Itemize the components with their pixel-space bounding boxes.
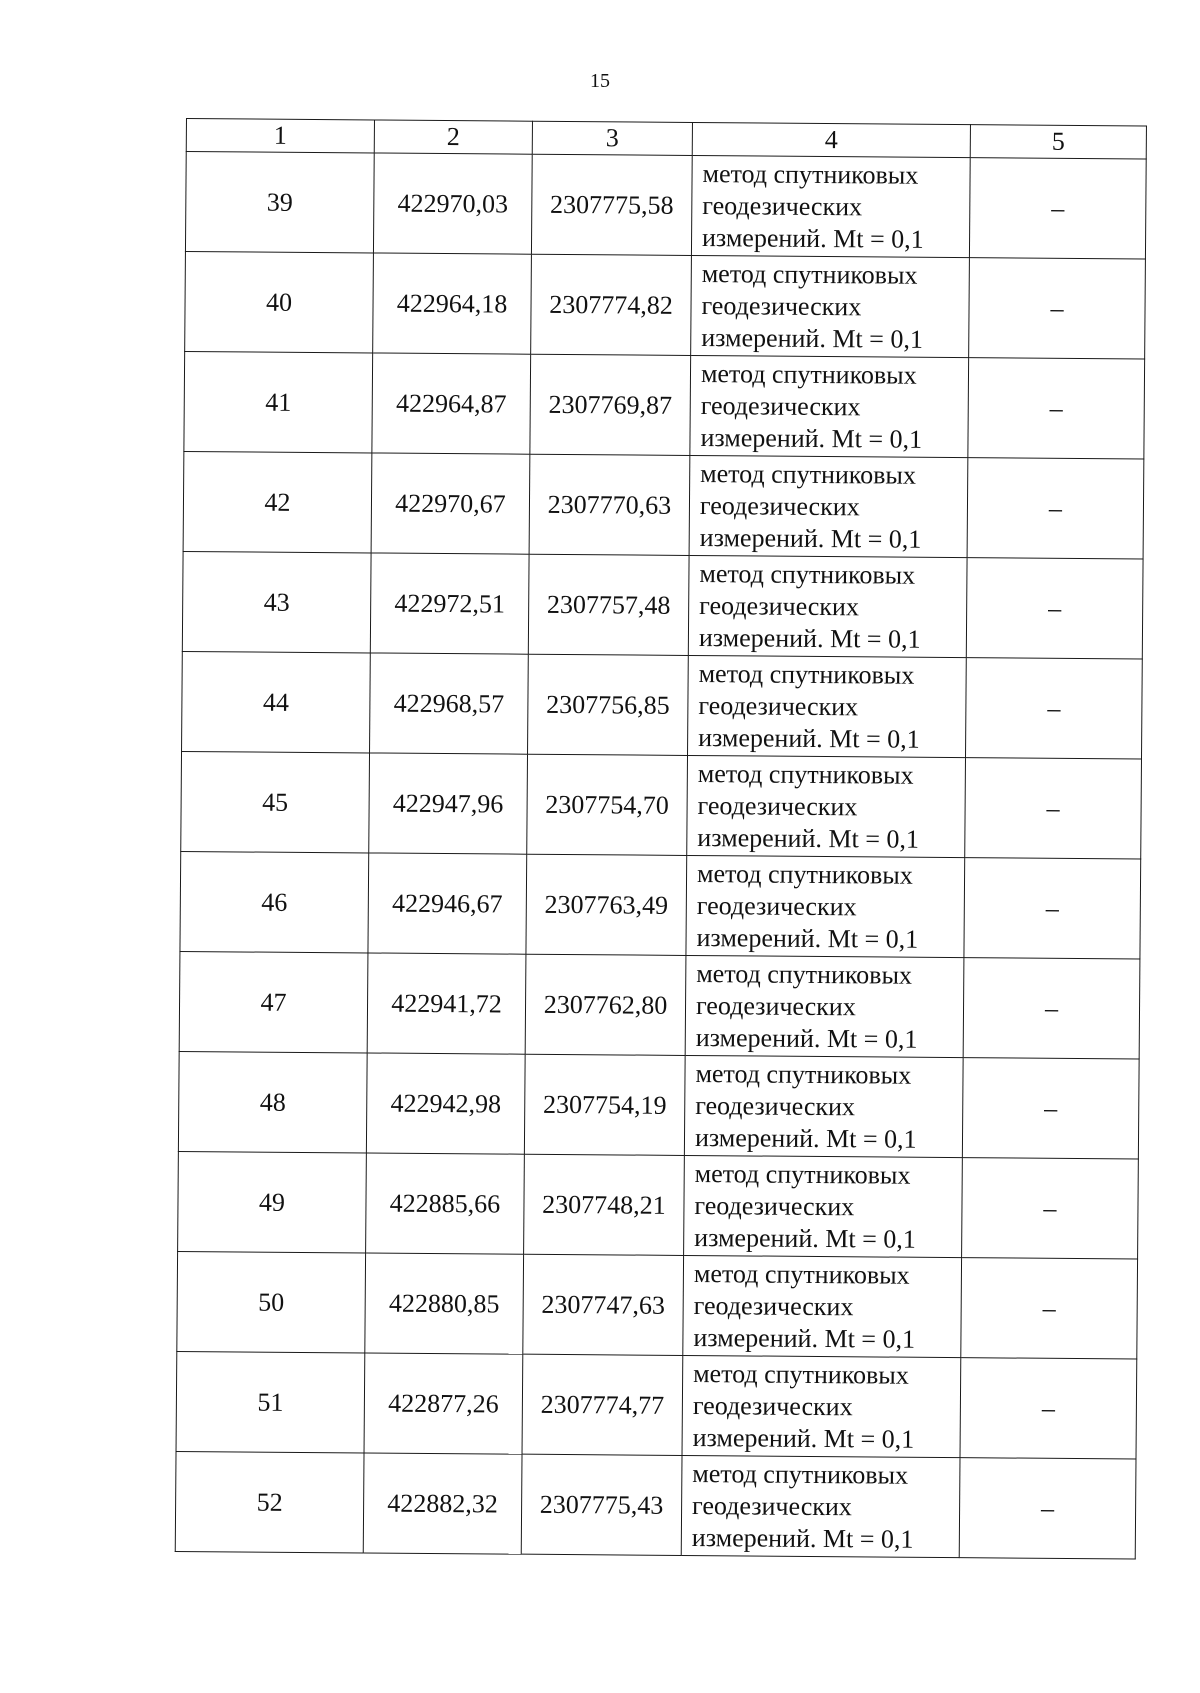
table-row	[182, 551, 1143, 659]
method-cell	[683, 1255, 962, 1357]
method-text-line: метод спутниковых	[696, 958, 913, 990]
y-coordinate-cell: 2307747,63	[523, 1254, 684, 1355]
method-cell	[681, 1455, 960, 1557]
header-cell-5: 5	[970, 125, 1146, 159]
x-coordinate-cell: 422941,72	[367, 953, 526, 1054]
method-text-line: геодезических	[696, 890, 857, 921]
method-text-line: метод спутниковых	[702, 158, 919, 190]
note-cell: –	[960, 1358, 1137, 1459]
point-number-cell: 44	[182, 651, 371, 752]
method-text-line: геодезических	[699, 490, 860, 521]
y-coordinate-cell: 2307756,85	[528, 654, 689, 755]
note-cell: –	[964, 858, 1141, 959]
page-number: 15	[590, 70, 610, 92]
header-cell-2: 2	[374, 120, 532, 154]
y-coordinate-cell: 2307762,80	[525, 954, 686, 1055]
method-text-line: измерений. Mt = 0,1	[698, 622, 921, 654]
x-coordinate-cell: 422970,03	[373, 153, 532, 254]
method-cell	[688, 555, 967, 657]
method-text-line: геодезических	[698, 690, 859, 721]
y-coordinate-cell: 2307754,70	[527, 754, 688, 855]
method-cell	[684, 1055, 963, 1157]
x-coordinate-cell: 422947,96	[369, 753, 528, 854]
method-text-line: метод спутниковых	[696, 858, 913, 890]
table-row	[183, 451, 1144, 559]
method-text-line: метод спутниковых	[699, 558, 916, 590]
method-text-line: геодезических	[694, 1190, 855, 1221]
method-text-line: геодезических	[702, 190, 863, 221]
method-text-line: геодезических	[692, 1390, 853, 1421]
table-row	[178, 1051, 1139, 1159]
table-row	[184, 351, 1145, 459]
point-number-cell: 46	[180, 851, 369, 952]
point-number-cell: 47	[179, 951, 368, 1052]
note-cell: –	[968, 358, 1145, 459]
table-row	[176, 1351, 1137, 1459]
method-text-line: измерений. Mt = 0,1	[696, 922, 919, 954]
method-cell	[684, 1155, 963, 1257]
x-coordinate-cell: 422964,18	[373, 253, 532, 354]
y-coordinate-cell: 2307754,19	[524, 1054, 685, 1155]
y-coordinate-cell: 2307774,77	[522, 1354, 683, 1455]
table-row	[175, 1451, 1136, 1559]
method-text-line: измерений. Mt = 0,1	[694, 1122, 917, 1154]
y-coordinate-cell: 2307775,58	[531, 154, 692, 255]
method-text-line: геодезических	[692, 1490, 852, 1521]
method-text-line: измерений. Mt = 0,1	[701, 322, 924, 354]
note-cell: –	[965, 758, 1142, 859]
note-cell: –	[962, 1058, 1139, 1159]
point-number-cell: 43	[182, 551, 371, 652]
point-number-cell: 51	[176, 1351, 365, 1452]
point-number-cell: 52	[175, 1451, 364, 1552]
method-text-line: измерений. Mt = 0,1	[699, 522, 922, 554]
table-row	[180, 851, 1141, 959]
note-cell: –	[963, 958, 1140, 1059]
header-cell-4: 4	[692, 122, 970, 157]
method-text-line: метод спутниковых	[693, 1358, 909, 1390]
y-coordinate-cell: 2307775,43	[521, 1454, 682, 1555]
x-coordinate-cell: 422946,67	[368, 853, 527, 954]
header-cell-3: 3	[532, 121, 692, 155]
table-row	[185, 251, 1146, 359]
note-cell: –	[966, 558, 1143, 659]
table-row	[182, 651, 1143, 759]
point-number-cell: 41	[184, 351, 373, 452]
method-text-line: геодезических	[701, 290, 862, 321]
method-cell	[686, 855, 965, 957]
method-text-line: геодезических	[699, 590, 860, 621]
method-text-line: метод спутниковых	[700, 358, 917, 390]
x-coordinate-cell: 422972,51	[370, 553, 529, 654]
method-text-line: метод спутниковых	[694, 1158, 911, 1190]
method-text-line: метод спутниковых	[697, 758, 914, 790]
y-coordinate-cell: 2307774,82	[531, 254, 692, 355]
x-coordinate-cell: 422882,32	[363, 1453, 522, 1554]
header-cell-1: 1	[186, 119, 374, 153]
y-coordinate-cell: 2307770,63	[529, 454, 690, 555]
method-cell	[688, 655, 967, 757]
method-text-line: измерений. Mt = 0,1	[695, 1022, 918, 1054]
y-coordinate-cell: 2307763,49	[526, 854, 687, 955]
note-cell: –	[969, 158, 1146, 259]
method-text-line: геодезических	[697, 790, 858, 821]
method-cell	[689, 455, 968, 557]
method-text-line: измерений. Mt = 0,1	[691, 1522, 914, 1554]
y-coordinate-cell: 2307748,21	[524, 1154, 685, 1255]
method-text-line: геодезических	[700, 390, 861, 421]
note-cell: –	[959, 1458, 1136, 1559]
point-number-cell: 49	[178, 1151, 367, 1252]
note-cell: –	[969, 258, 1146, 359]
y-coordinate-cell: 2307769,87	[530, 354, 691, 455]
note-cell: –	[967, 458, 1144, 559]
method-text-line: измерений. Mt = 0,1	[697, 822, 920, 854]
method-text-line: геодезических	[695, 990, 856, 1021]
point-number-cell: 45	[181, 751, 370, 852]
method-text-line: геодезических	[695, 1090, 856, 1121]
method-text-line: метод спутниковых	[698, 658, 915, 690]
coordinates-table	[175, 118, 1147, 1560]
table-row	[177, 1251, 1138, 1359]
method-text-line: метод спутниковых	[692, 1458, 909, 1490]
method-text-line: метод спутниковых	[695, 1058, 912, 1090]
point-number-cell: 50	[177, 1251, 366, 1352]
y-coordinate-cell: 2307757,48	[528, 554, 689, 655]
x-coordinate-cell: 422880,85	[365, 1253, 524, 1354]
method-text-line: метод спутниковых	[700, 458, 917, 490]
point-number-cell: 42	[183, 451, 372, 552]
method-text-line: метод спутниковых	[693, 1258, 910, 1290]
method-text-line: измерений. Mt = 0,1	[693, 1322, 916, 1354]
point-number-cell: 39	[185, 152, 374, 253]
method-cell	[691, 155, 970, 257]
x-coordinate-cell: 422970,67	[371, 453, 530, 554]
x-coordinate-cell: 422968,57	[370, 653, 529, 754]
note-cell: –	[966, 658, 1143, 759]
point-number-cell: 40	[185, 251, 374, 352]
method-cell	[687, 755, 966, 857]
method-cell	[682, 1355, 961, 1457]
method-text-line: геодезических	[693, 1290, 854, 1321]
method-cell	[691, 255, 970, 357]
x-coordinate-cell: 422942,98	[366, 1053, 525, 1154]
note-cell: –	[962, 1158, 1139, 1259]
method-text-line: измерений. Mt = 0,1	[698, 722, 920, 754]
table-row	[181, 751, 1142, 859]
method-text-line: измерений. Mt = 0,1	[692, 1422, 915, 1454]
method-text-line: измерений. Mt = 0,1	[694, 1222, 916, 1254]
method-cell	[685, 955, 964, 1057]
table-row	[185, 152, 1146, 260]
point-number-cell: 48	[178, 1051, 367, 1152]
method-cell	[690, 355, 969, 457]
method-text-line: метод спутниковых	[701, 258, 918, 290]
x-coordinate-cell: 422885,66	[366, 1153, 525, 1254]
method-text-line: измерений. Mt = 0,1	[701, 222, 924, 254]
x-coordinate-cell: 422964,87	[372, 353, 531, 454]
table-row	[178, 1151, 1139, 1259]
x-coordinate-cell: 422877,26	[364, 1353, 523, 1454]
note-cell: –	[961, 1258, 1138, 1359]
method-text-line: измерений. Mt = 0,1	[700, 422, 923, 454]
table-row	[179, 951, 1140, 1059]
